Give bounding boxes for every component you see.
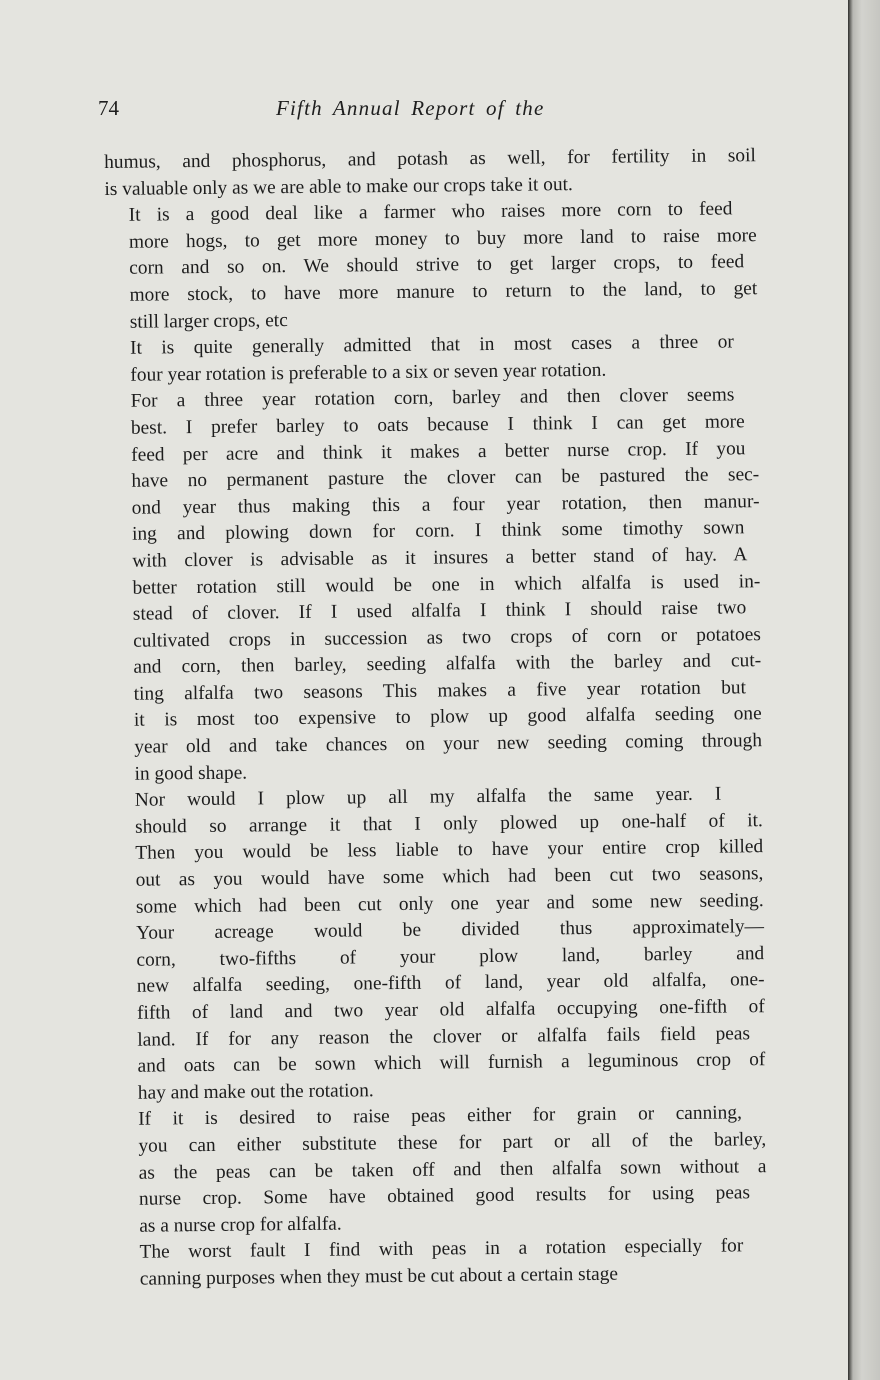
text-line: some which had been cut only one year and some new seeding. bbox=[135, 889, 764, 918]
text-line: and oats can be sown which will furnish a leguminous crop of bbox=[137, 1049, 766, 1077]
text-line: ing and plowing down for corn. I think some timothy sown bbox=[131, 517, 745, 546]
text-line: four year rotation is preferable to a six or seven year rotation. bbox=[130, 359, 607, 386]
text-line: still larger crops, etc bbox=[129, 309, 288, 333]
text-line: more hogs, to get more money to buy more land to raise more bbox=[128, 224, 757, 253]
text-line: ting alfalfa two seasons This makes a five year rotation but bbox=[133, 677, 747, 705]
text-line: corn and so on. We should strive to get larger crops, to feed bbox=[129, 251, 745, 280]
paragraph bbox=[111, 781, 766, 1107]
text-line: as a nurse crop for alfalfa. bbox=[139, 1213, 342, 1237]
text-line: cultivated crops in succession as two crops of corn or potatoes bbox=[133, 623, 761, 652]
text-line: is valuable only as we are able to make our crops take it out. bbox=[104, 173, 573, 200]
text-line: The worst fault I find with peas in a rotation especially for bbox=[139, 1235, 744, 1264]
paragraph bbox=[107, 383, 763, 789]
text-line: year old and take chances on your new seeding coming through bbox=[134, 730, 763, 758]
text-line: stead of clover. If I used alfalfa I think I should raise two bbox=[132, 597, 747, 625]
text-line: corn, two-fifths of your plow land, barley and bbox=[136, 942, 765, 971]
paragraph bbox=[114, 1100, 767, 1240]
text-line: hay and make out the rotation. bbox=[137, 1080, 374, 1104]
text-line: best. I prefer barley to oats because I think I can get more bbox=[130, 411, 745, 439]
paragraph bbox=[105, 196, 758, 336]
text-line: It is a good deal like a farmer who raises more corn to feed bbox=[128, 198, 733, 226]
text-line: ond year thus making this a four year rotation, then manur- bbox=[131, 490, 760, 519]
text-line: Your acreage would be divided thus approximately— bbox=[136, 916, 765, 944]
text-line: as the peas can be taken off and then alfalfa sown without a bbox=[138, 1155, 767, 1184]
text-line: If it is desired to raise peas either for grain or canning, bbox=[138, 1102, 742, 1131]
page-header bbox=[96, 96, 776, 126]
text-line: land. If for any reason the clover or alfalfa fails field peas bbox=[137, 1022, 751, 1051]
text-line: out as you would have some which had been cut two seasons, bbox=[135, 863, 764, 891]
paragraph bbox=[106, 329, 759, 389]
text-line: should so arrange it that I only plowed up one-half of it. bbox=[134, 809, 763, 838]
text-line: you can either substitute these for part or all of the barley, bbox=[138, 1129, 767, 1157]
text-line: have no permanent pasture the clover can be pastured the sec- bbox=[131, 464, 760, 492]
text-line: canning purposes when they must be cut about a certain stage bbox=[139, 1263, 619, 1290]
text-line: For a three year rotation corn, barley and then clover seems bbox=[130, 384, 735, 413]
text-line: Nor would I plow up all my alfalfa the same year. I bbox=[134, 783, 722, 811]
book-gutter bbox=[848, 0, 880, 1380]
text-line: humus, and phosphorus, and potash as well, for fertility in soil bbox=[104, 145, 756, 173]
text-line: Then you would be less liable to have your entire crop killed bbox=[135, 836, 764, 865]
text-line: it is most too expensive to plow up good alfalfa seeding one bbox=[133, 703, 762, 732]
paragraph bbox=[104, 143, 757, 203]
running-head: Fifth Annual Report of the bbox=[276, 96, 545, 120]
text-line: It is quite generally admitted that in most cases a three or bbox=[129, 331, 734, 359]
text-line: with clover is advisable as it insures a better stand of hay. A bbox=[132, 544, 748, 572]
text-line: better rotation still would be one in which alfalfa is used in- bbox=[132, 570, 761, 599]
page-number: 74 bbox=[98, 96, 119, 120]
body-text bbox=[104, 143, 768, 1293]
text-line: nurse crop. Some have obtained good results for using peas bbox=[138, 1182, 751, 1210]
text-line: in good shape. bbox=[134, 762, 248, 785]
text-line: and corn, then barley, seeding alfalfa with the barley and cut- bbox=[133, 650, 762, 679]
text-line: new alfalfa seeding, one-fifth of land, year old alfalfa, one- bbox=[136, 969, 765, 998]
text-line: fifth of land and two year old alfalfa occupying one-fifth of bbox=[136, 996, 765, 1024]
text-line: feed per acre and think it makes a better nurse crop. If you bbox=[131, 437, 746, 466]
text-line: more stock, to have more manure to return to the land, to get bbox=[129, 278, 758, 306]
paragraph bbox=[115, 1233, 768, 1293]
